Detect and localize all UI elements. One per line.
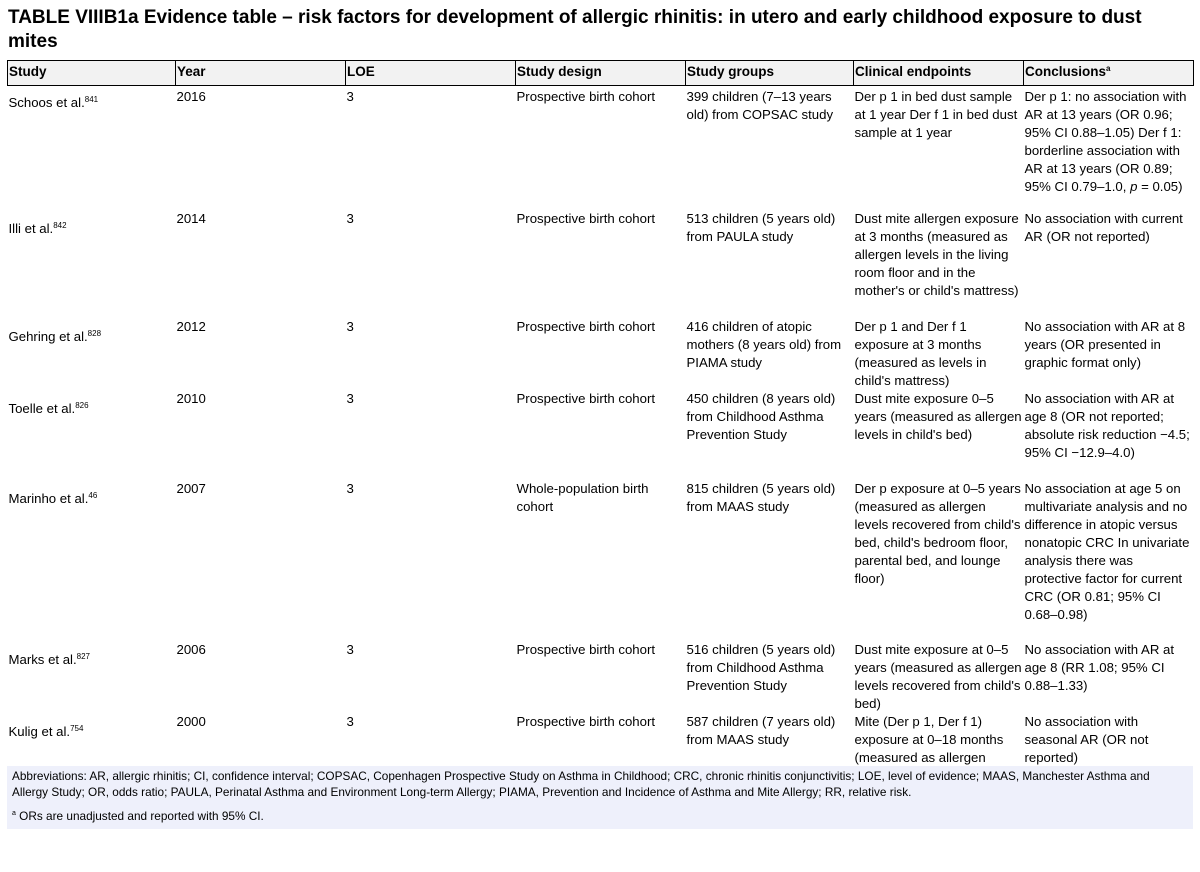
- study-name: Kulig et al.: [8, 723, 71, 739]
- cell-study: [8, 480, 176, 641]
- table-row: [8, 210, 1194, 318]
- conclusion-text: Der p 1: no association with AR at 13 years (OR 0.96; 95% CI 0.88–1.05) Der f 1: borderline association with AR at 13 years (OR 0.89; 95% CI 0.79–1.0,: [1024, 89, 1187, 194]
- reference-number: 842: [53, 220, 67, 230]
- cell-loe: 3: [346, 89, 354, 104]
- conclusion-text-end: = 0.05): [1137, 179, 1183, 194]
- header-conclusions: [1024, 61, 1194, 86]
- cell-year: 2007: [176, 480, 206, 496]
- cell-year: 2010: [176, 390, 206, 406]
- header-study-groups: Study groups: [686, 61, 854, 86]
- cell-clinical-endpoints: Der p 1 in bed dust sample at 1 year Der f 1 in bed dust sample at 1 year: [854, 89, 1018, 140]
- cell-study-design: Prospective birth cohort: [516, 641, 656, 657]
- cell-study-groups: 513 children (5 years old) from PAULA study: [686, 210, 836, 244]
- study-name: Marks et al.: [8, 651, 77, 667]
- evidence-table: [7, 60, 1194, 767]
- cell-loe: 3: [346, 390, 354, 406]
- cell-loe: 3: [346, 318, 354, 334]
- cell-year: 2014: [176, 210, 206, 226]
- cell-loe: 3: [346, 480, 354, 496]
- cell-loe: 3: [346, 713, 354, 729]
- cell-conclusions: No association with AR at 8 years (OR presented in graphic format only): [1024, 318, 1186, 370]
- cell-study: [8, 390, 176, 480]
- cell-clinical-endpoints: Dust mite allergen exposure at 3 months (measured as allergen levels in the living room floor and in the mother's or child's mattress): [854, 210, 1019, 298]
- table-footer: [7, 766, 1193, 829]
- header-clinical-endpoints: Clinical endpoints: [854, 61, 1024, 86]
- cell-year: 2006: [176, 641, 206, 657]
- cell-year: 2016: [176, 89, 206, 104]
- table-title: TABLE VIIIB1a Evidence table – risk factors for development of allergic rhinitis: in utero and early childhood exposure to dust mites: [8, 7, 1142, 52]
- cell-study: [8, 86, 176, 210]
- cell-year: 2000: [176, 713, 206, 729]
- cell-study-design: Prospective birth cohort: [516, 318, 656, 334]
- cell-loe: 3: [346, 641, 354, 657]
- cell-clinical-endpoints: Dust mite exposure 0–5 years (measured as allergen levels in child's bed): [854, 390, 1022, 442]
- cell-study-groups: 516 children (5 years old) from Childhood Asthma Prevention Study: [686, 641, 836, 693]
- cell-conclusions: No association with current AR (OR not reported): [1024, 210, 1183, 244]
- cell-study-groups: 399 children (7–13 years old) from COPSAC study: [686, 89, 834, 122]
- cell-study-design: Whole-population birth cohort: [516, 480, 649, 514]
- table-header-row: [8, 61, 1194, 86]
- header-conclusions-label: Conclusions: [1025, 64, 1107, 79]
- footnote-text: ORs are unadjusted and reported with 95% CI.: [15, 809, 264, 823]
- cell-conclusions: [1024, 86, 1194, 210]
- cell-conclusions: No association with AR at age 8 (OR not reported; absolute risk reduction −4.5; 95% CI −12.9–4.0): [1024, 390, 1190, 460]
- p-value-symbol: p: [1130, 179, 1138, 194]
- header-study: Study: [8, 61, 176, 86]
- cell-study-groups: 815 children (5 years old) from MAAS study: [686, 480, 836, 514]
- table-row: [8, 480, 1194, 641]
- cell-study-groups: 450 children (8 years old) from Childhood Asthma Prevention Study: [686, 390, 836, 442]
- cell-study-groups: 587 children (7 years old) from MAAS study: [686, 713, 836, 747]
- abbreviations-note: Abbreviations: AR, allergic rhinitis; CI, confidence interval; COPSAC, Copenhagen Prospective Study on Asthma in Childhood; CRC, chronic rhinitis conjunctivitis; LOE, level of evidence; MAAS, Manchester Asthma and Allergy Study; OR, odds ratio; PAULA, Perinatal Asthma and Environment Long-term Allergy; PIAMA, Prevention and Incidence of Asthma and Mite Allergy; RR, relative risk.: [12, 769, 1150, 799]
- table-row: [8, 390, 1194, 480]
- cell-study-design: Prospective birth cohort: [516, 390, 656, 406]
- reference-number: 827: [76, 651, 91, 661]
- reference-number: 754: [70, 723, 84, 733]
- study-name: Toelle et al.: [8, 400, 76, 416]
- footnote-mark: a: [12, 810, 16, 817]
- cell-loe: 3: [346, 210, 354, 226]
- cell-clinical-endpoints: Dust mite exposure at 0–5 years (measured as allergen levels recovered from child's bed): [854, 641, 1022, 711]
- reference-number: 828: [87, 328, 102, 338]
- cell-clinical-endpoints: Mite (Der p 1, Der f 1) exposure at 0–18 months (measured as allergen: [854, 713, 1004, 765]
- header-conclusions-footnote-mark: a: [1106, 64, 1111, 73]
- footnote: [7, 800, 1193, 824]
- cell-study-groups: 416 children of atopic mothers (8 years old) from PIAMA study: [686, 318, 842, 370]
- study-name: Marinho et al.: [8, 490, 89, 506]
- cell-clinical-endpoints: Der p 1 and Der f 1 exposure at 3 months (measured as levels in child's mattress): [854, 318, 987, 388]
- table-row: [8, 713, 1194, 767]
- cell-study: [8, 641, 176, 713]
- cell-clinical-endpoints: Der p exposure at 0–5 years (measured as allergen levels recovered from child's bed, child's bedroom floor, parental bed, and lounge floor): [854, 480, 1021, 586]
- reference-number: 841: [84, 95, 99, 104]
- cell-conclusions: No association at age 5 on multivariate analysis and no difference in atopic versus nonatopic CRC In univariate analysis there was protective factor for current CRC (OR 0.81; 95% CI 0.68–0.98): [1024, 480, 1190, 622]
- reference-number: 826: [75, 400, 89, 410]
- cell-study: [8, 210, 176, 318]
- cell-study: [8, 713, 176, 767]
- cell-study-design: Prospective birth cohort: [516, 713, 656, 729]
- table-row: [8, 86, 1194, 210]
- study-name: Gehring et al.: [8, 328, 88, 344]
- reference-number: 46: [88, 490, 98, 500]
- cell-conclusions: No association with seasonal AR (OR not reported): [1024, 713, 1149, 765]
- cell-study-design: Prospective birth cohort: [516, 210, 656, 226]
- header-loe: LOE: [346, 61, 516, 86]
- header-year: Year: [176, 61, 346, 86]
- cell-study: [8, 318, 176, 390]
- header-study-design: Study design: [516, 61, 686, 86]
- table-row: [8, 641, 1194, 713]
- cell-conclusions: No association with AR at age 8 (RR 1.08; 95% CI 0.88–1.33): [1024, 641, 1175, 693]
- cell-year: 2012: [176, 318, 206, 334]
- study-name: Illi et al.: [8, 220, 54, 236]
- study-name: Schoos et al.: [8, 95, 85, 110]
- table-row: [8, 318, 1194, 390]
- cell-study-design: Prospective birth cohort: [516, 89, 656, 104]
